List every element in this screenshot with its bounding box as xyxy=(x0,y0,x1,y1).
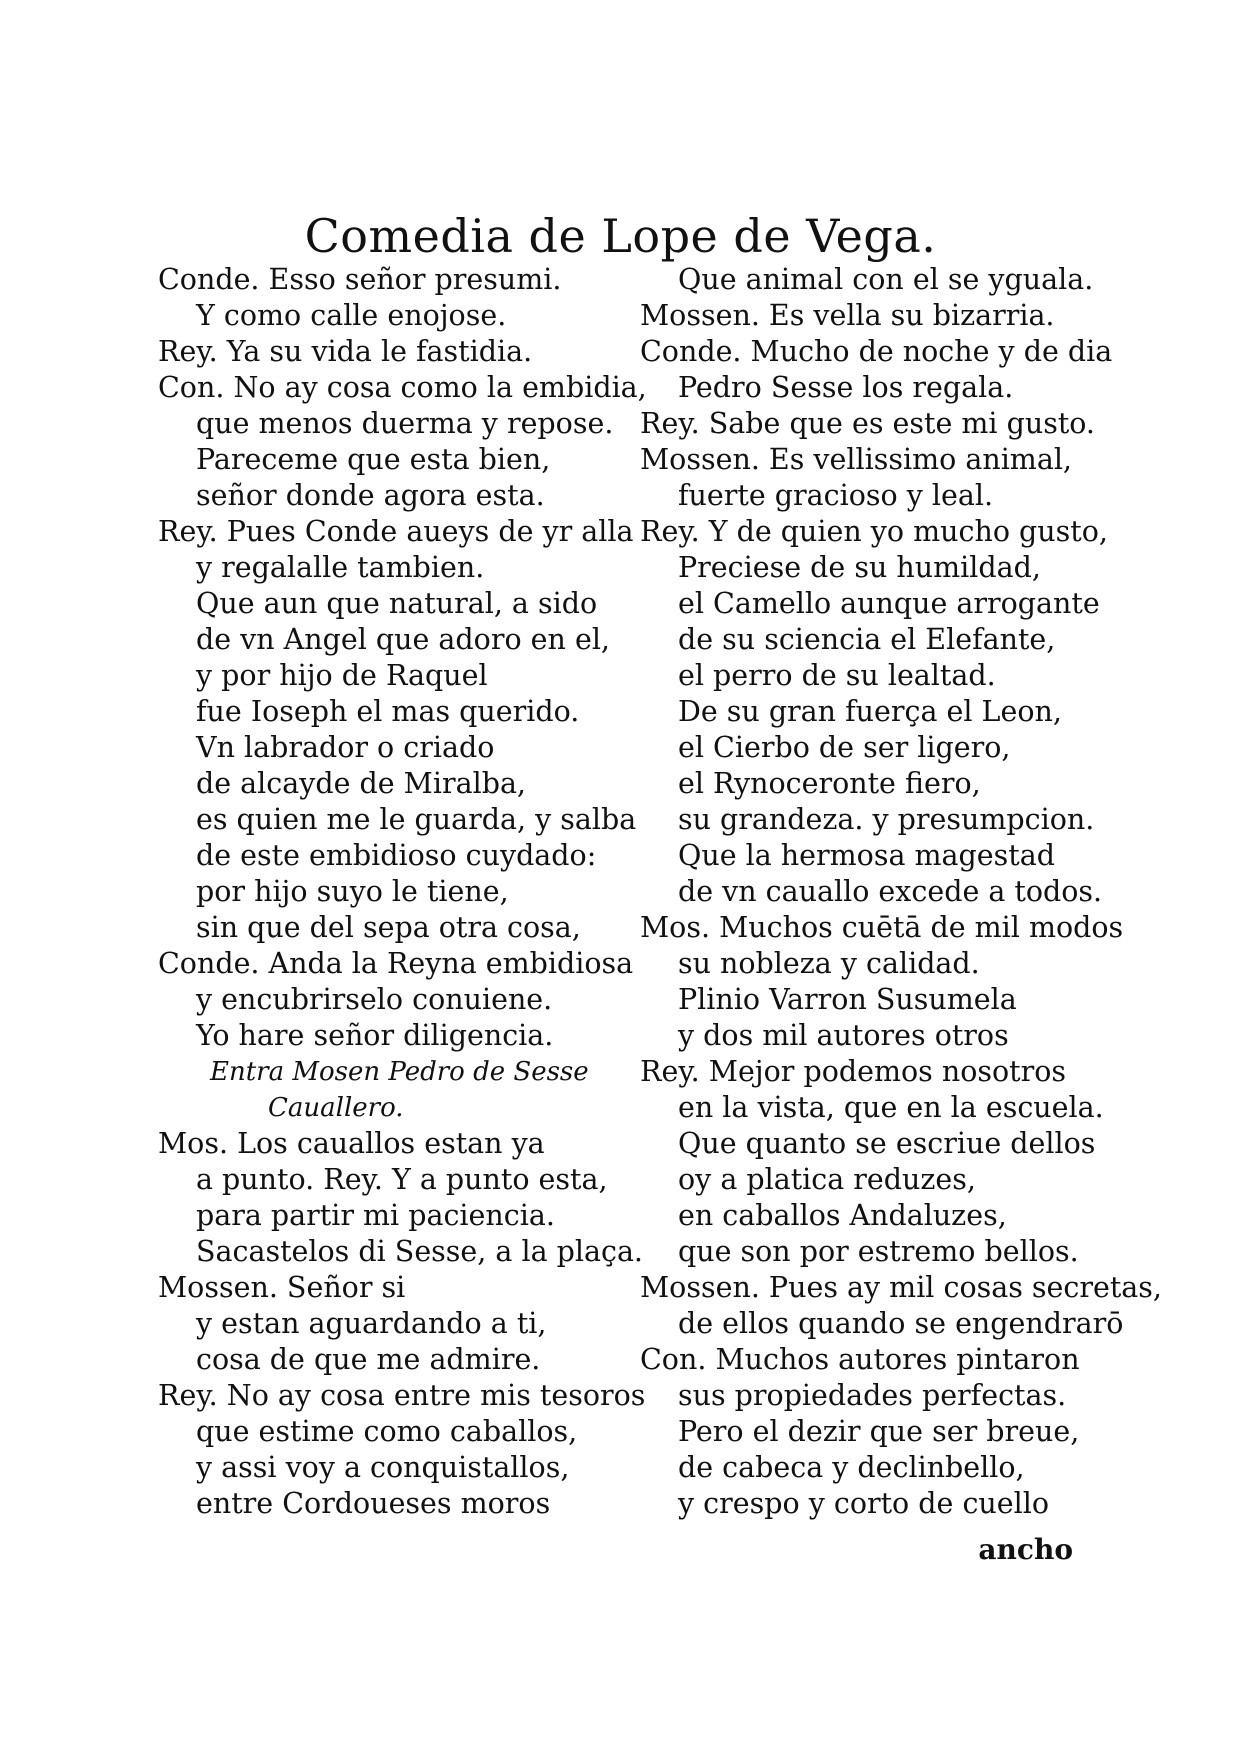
page-title: Comedia de Lope de Vega. xyxy=(304,209,937,263)
verse-line: Pero el dezir que ser breue, xyxy=(678,1415,1080,1448)
verse-line: de cabeca y declinbello, xyxy=(678,1451,1025,1484)
verse-line: fuerte gracioso y leal. xyxy=(678,479,994,512)
verse-line: el Cierbo de ser ligero, xyxy=(678,731,1011,764)
speaker-line: Mos. Los cauallos estan ya xyxy=(158,1127,545,1160)
speaker-line: Mossen. Es vellissimo animal, xyxy=(640,443,1072,476)
verse-line: que menos duerma y repose. xyxy=(196,407,614,440)
speaker-line: Rey. Y de quien yo mucho gusto, xyxy=(640,515,1108,548)
verse-line: entre Cordoueses moros xyxy=(196,1487,551,1520)
verse-line: a punto. Rey. Y a punto esta, xyxy=(196,1163,608,1196)
verse-line: Preciese de su humildad, xyxy=(678,551,1041,584)
verse-line: cosa de que me admire. xyxy=(196,1343,541,1376)
verse-line: de este embidioso cuydado: xyxy=(196,839,597,872)
verse-line: y estan aguardando a ti, xyxy=(196,1307,547,1340)
verse-line: De su gran fuerça el Leon, xyxy=(678,695,1062,728)
verse-line: Sacastelos di Sesse, a la plaça. xyxy=(196,1235,643,1268)
verse-line: el Rynoceronte fiero, xyxy=(678,767,981,800)
verse-line: de ellos quando se engendrarō xyxy=(678,1307,1124,1340)
catchword: ancho xyxy=(978,1533,1073,1566)
verse-line: y dos mil autores otros xyxy=(678,1019,1009,1052)
verse-line: y por hijo de Raquel xyxy=(196,659,488,692)
verse-line: en caballos Andaluzes, xyxy=(678,1199,1007,1232)
verse-line: Vn labrador o criado xyxy=(196,731,495,764)
speaker-line: Mossen. Pues ay mil cosas secretas, xyxy=(640,1271,1162,1304)
verse-line: señor donde agora esta. xyxy=(196,479,545,512)
speaker-line: Conde. Anda la Reyna embidiosa xyxy=(158,947,634,980)
verse-line: sus propiedades perfectas. xyxy=(678,1379,1067,1412)
verse-line: Plinio Varron Susumela xyxy=(678,983,1017,1016)
speaker-line: Mossen. Señor si xyxy=(158,1271,406,1304)
verse-line: Que animal con el se yguala. xyxy=(678,263,1094,296)
verse-line: que son por estremo bellos. xyxy=(678,1235,1079,1268)
verse-line: de vn cauallo excede a todos. xyxy=(678,875,1103,908)
speaker-line: Conde. Esso señor presumi. xyxy=(158,263,562,296)
verse-line: es quien me le guarda, y salba xyxy=(196,803,637,836)
verse-line: Pedro Sesse los regala. xyxy=(678,371,1014,404)
verse-line: Que aun que natural, a sido xyxy=(196,587,598,620)
verse-line: Y como calle enojose. xyxy=(196,299,507,332)
verse-line: para partir mi paciencia. xyxy=(196,1199,555,1232)
verse-line: Que la hermosa magestad xyxy=(678,839,1055,872)
verse-line: su grandeza. y presumpcion. xyxy=(678,803,1095,836)
speaker-line: Con. Muchos autores pintaron xyxy=(640,1343,1080,1376)
verse-line: el perro de su lealtad. xyxy=(678,659,996,692)
verse-line: el Camello aunque arrogante xyxy=(678,587,1100,620)
speaker-line: Rey. Sabe que es este mi gusto. xyxy=(640,407,1095,440)
speaker-line: Conde. Mucho de noche y de dia xyxy=(640,335,1113,368)
right-column xyxy=(640,262,1162,1522)
verse-line: y assi voy a conquistallos, xyxy=(196,1451,570,1484)
verse-line: sin que del sepa otra cosa, xyxy=(196,911,581,944)
verse-line: Que quanto se escriue dellos xyxy=(678,1127,1096,1160)
speaker-line: Rey. No ay cosa entre mis tesoros xyxy=(158,1379,646,1412)
speaker-line: Rey. Mejor podemos nosotros xyxy=(640,1055,1067,1088)
verse-line: fue Ioseph el mas querido. xyxy=(196,695,580,728)
speaker-line: Con. No ay cosa como la embidia, xyxy=(158,371,647,404)
verse-line: Yo hare señor diligencia. xyxy=(196,1019,554,1052)
verse-line: oy a platica reduzes, xyxy=(678,1163,976,1196)
stage-direction: Entra Mosen Pedro de Sesse xyxy=(210,1057,589,1087)
verse-line: y regalalle tambien. xyxy=(196,551,485,584)
left-column xyxy=(158,262,647,1522)
verse-line: y encubrirselo conuiene. xyxy=(196,983,553,1016)
speaker-line: Mos. Muchos cuētā de mil modos xyxy=(640,911,1124,944)
speaker-line: Rey. Ya su vida le fastidia. xyxy=(158,335,533,368)
verse-line: por hijo suyo le tiene, xyxy=(196,875,509,908)
verse-line: su nobleza y calidad. xyxy=(678,947,980,980)
verse-line: de su sciencia el Elefante, xyxy=(678,623,1056,656)
verse-line: de alcayde de Miralba, xyxy=(196,767,526,800)
verse-line: de vn Angel que adoro en el, xyxy=(196,623,610,656)
speaker-line: Rey. Pues Conde aueys de yr alla xyxy=(158,515,634,548)
verse-line: Pareceme que esta bien, xyxy=(196,443,551,476)
stage-direction: Cauallero. xyxy=(268,1093,404,1123)
speaker-line: Mossen. Es vella su bizarria. xyxy=(640,299,1055,332)
verse-line: y crespo y corto de cuello xyxy=(678,1487,1050,1520)
verse-line: en la vista, que en la escuela. xyxy=(678,1091,1104,1124)
verse-line: que estime como caballos, xyxy=(196,1415,578,1448)
